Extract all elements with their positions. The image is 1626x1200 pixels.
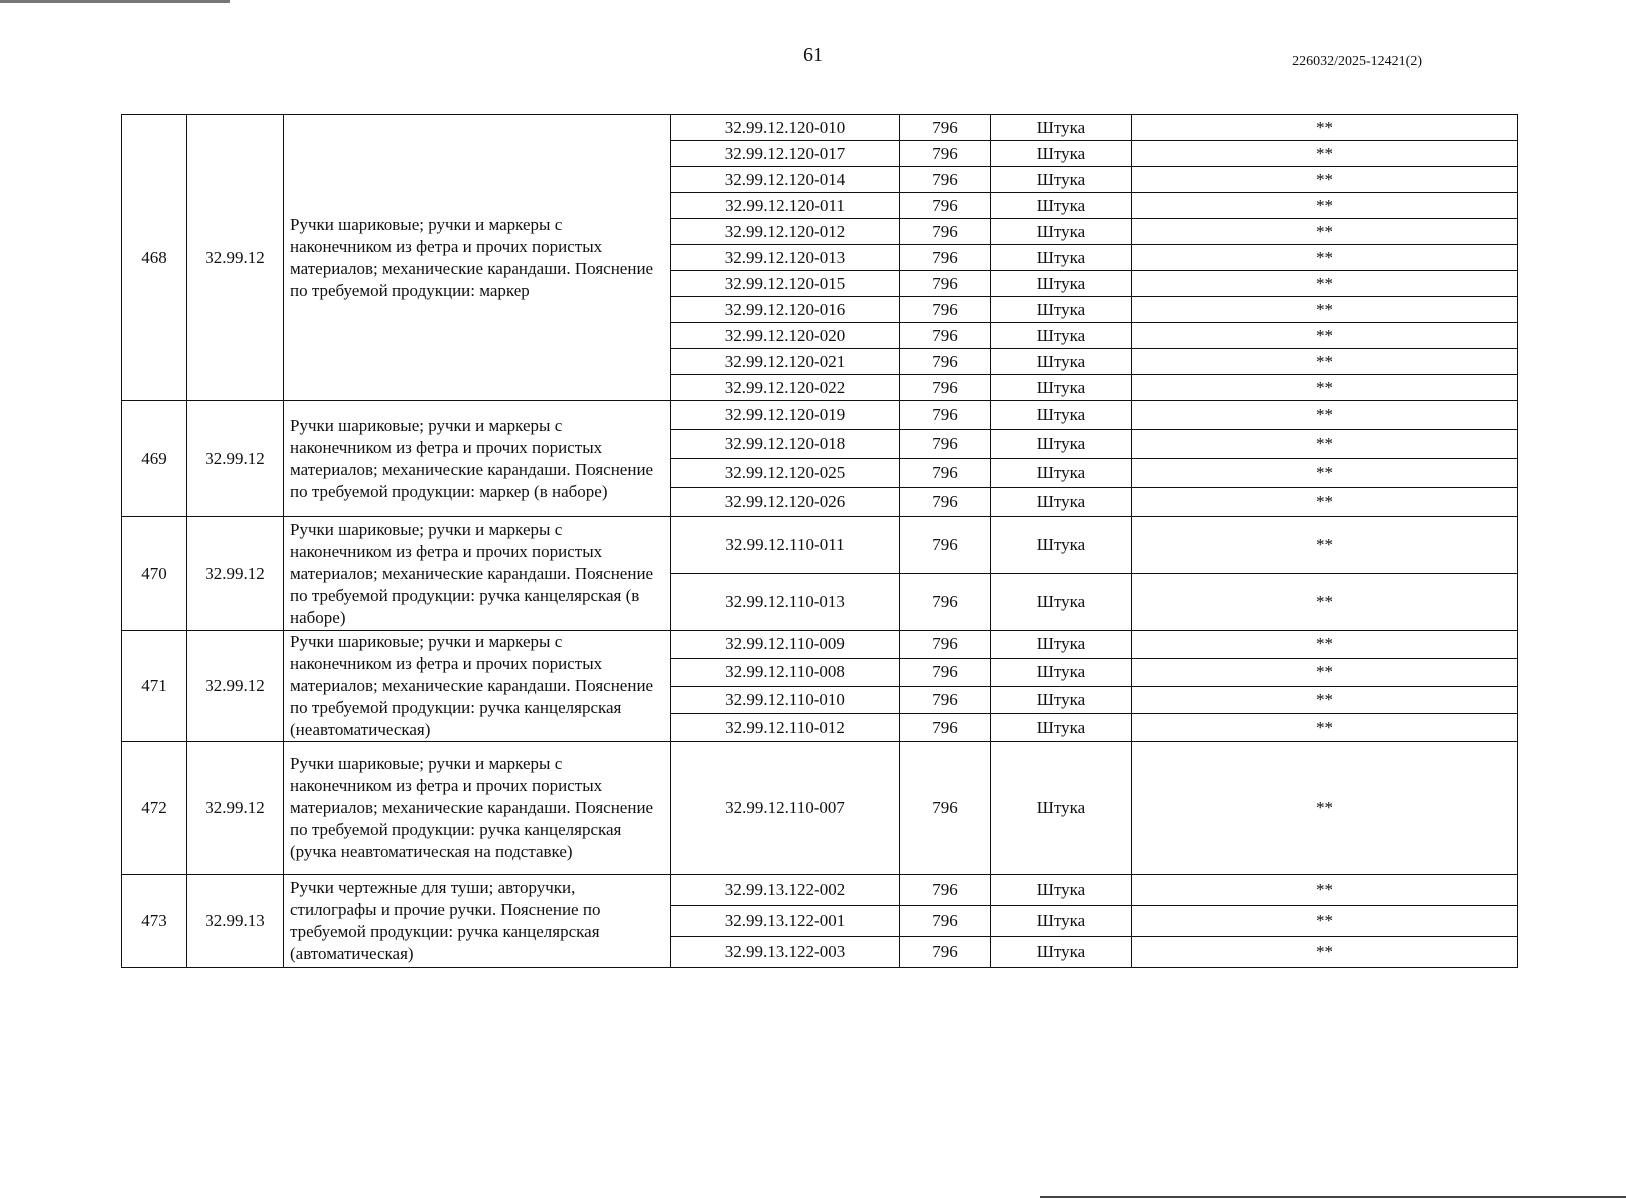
- value-cell: **: [1132, 906, 1518, 937]
- unit-name: Штука: [991, 297, 1132, 323]
- table-row: [122, 115, 1518, 141]
- okei-code: 796: [900, 349, 991, 375]
- okpd-code: 32.99.12: [187, 631, 284, 742]
- okei-code: 796: [900, 742, 991, 875]
- value-cell: **: [1132, 115, 1518, 141]
- ktru-code: 32.99.12.120-020: [671, 323, 900, 349]
- okei-code: 796: [900, 297, 991, 323]
- okei-code: 796: [900, 245, 991, 271]
- ktru-code: 32.99.12.120-016: [671, 297, 900, 323]
- item-number: 472: [122, 742, 187, 875]
- products-table: [121, 114, 1518, 968]
- value-cell: **: [1132, 430, 1518, 459]
- table-row: [122, 517, 1518, 574]
- ktru-code: 32.99.12.110-012: [671, 714, 900, 742]
- okei-code: 796: [900, 488, 991, 517]
- value-cell: **: [1132, 323, 1518, 349]
- item-number: 470: [122, 517, 187, 631]
- table-row: [122, 742, 1518, 875]
- okpd-code: 32.99.12: [187, 742, 284, 875]
- item-description: Ручки шариковые; ручки и маркеры с наконечником из фетра и прочих пористых материалов; механические карандаши. Пояснение по требуемой продукции: ручка канцелярская (в наборе): [284, 517, 671, 631]
- okei-code: 796: [900, 459, 991, 488]
- ktru-code: 32.99.12.120-021: [671, 349, 900, 375]
- unit-name: Штука: [991, 141, 1132, 167]
- item-description: Ручки шариковые; ручки и маркеры с наконечником из фетра и прочих пористых материалов; механические карандаши. Пояснение по требуемой продукции: ручка канцелярская (неавтоматическая): [284, 631, 671, 742]
- ktru-code: 32.99.12.120-017: [671, 141, 900, 167]
- okei-code: 796: [900, 141, 991, 167]
- okpd-code: 32.99.13: [187, 875, 284, 968]
- value-cell: **: [1132, 271, 1518, 297]
- unit-name: Штука: [991, 875, 1132, 906]
- ktru-code: 32.99.13.122-002: [671, 875, 900, 906]
- value-cell: **: [1132, 401, 1518, 430]
- unit-name: Штука: [991, 488, 1132, 517]
- okei-code: 796: [900, 271, 991, 297]
- unit-name: Штука: [991, 906, 1132, 937]
- ktru-code: 32.99.12.120-026: [671, 488, 900, 517]
- item-description: Ручки шариковые; ручки и маркеры с наконечником из фетра и прочих пористых материалов; механические карандаши. Пояснение по требуемой продукции: маркер (в наборе): [284, 401, 671, 517]
- value-cell: **: [1132, 937, 1518, 968]
- okei-code: 796: [900, 219, 991, 245]
- unit-name: Штука: [991, 193, 1132, 219]
- ktru-code: 32.99.12.120-014: [671, 167, 900, 193]
- okpd-code: 32.99.12: [187, 401, 284, 517]
- ktru-code: 32.99.12.120-010: [671, 115, 900, 141]
- okei-code: 796: [900, 714, 991, 742]
- okei-code: 796: [900, 937, 991, 968]
- unit-name: Штука: [991, 323, 1132, 349]
- value-cell: **: [1132, 631, 1518, 659]
- products-table-body: [122, 115, 1518, 968]
- unit-name: Штука: [991, 937, 1132, 968]
- ktru-code: 32.99.12.110-007: [671, 742, 900, 875]
- unit-name: Штука: [991, 742, 1132, 875]
- ktru-code: 32.99.12.120-022: [671, 375, 900, 401]
- okei-code: 796: [900, 401, 991, 430]
- item-number: 468: [122, 115, 187, 401]
- table-row: [122, 401, 1518, 430]
- okei-code: 796: [900, 430, 991, 459]
- value-cell: **: [1132, 742, 1518, 875]
- value-cell: **: [1132, 141, 1518, 167]
- unit-name: Штука: [991, 686, 1132, 714]
- unit-name: Штука: [991, 349, 1132, 375]
- okei-code: 796: [900, 193, 991, 219]
- unit-name: Штука: [991, 115, 1132, 141]
- value-cell: **: [1132, 375, 1518, 401]
- okei-code: 796: [900, 574, 991, 631]
- okei-code: 796: [900, 323, 991, 349]
- unit-name: Штука: [991, 219, 1132, 245]
- ktru-code: 32.99.12.120-018: [671, 430, 900, 459]
- unit-name: Штука: [991, 517, 1132, 574]
- unit-name: Штука: [991, 574, 1132, 631]
- value-cell: **: [1132, 875, 1518, 906]
- value-cell: **: [1132, 658, 1518, 686]
- scan-artifact-bottom: [1040, 1196, 1626, 1198]
- item-description: Ручки шариковые; ручки и маркеры с наконечником из фетра и прочих пористых материалов; механические карандаши. Пояснение по требуемой продукции: маркер: [284, 115, 671, 401]
- value-cell: **: [1132, 245, 1518, 271]
- okei-code: 796: [900, 658, 991, 686]
- okpd-code: 32.99.12: [187, 115, 284, 401]
- page-number: 61: [803, 44, 823, 66]
- ktru-code: 32.99.13.122-003: [671, 937, 900, 968]
- unit-name: Штука: [991, 631, 1132, 659]
- okei-code: 796: [900, 517, 991, 574]
- table-row: [122, 875, 1518, 906]
- okei-code: 796: [900, 686, 991, 714]
- value-cell: **: [1132, 219, 1518, 245]
- unit-name: Штука: [991, 245, 1132, 271]
- ktru-code: 32.99.12.110-008: [671, 658, 900, 686]
- unit-name: Штука: [991, 430, 1132, 459]
- ktru-code: 32.99.12.110-011: [671, 517, 900, 574]
- okei-code: 796: [900, 875, 991, 906]
- unit-name: Штука: [991, 658, 1132, 686]
- okei-code: 796: [900, 167, 991, 193]
- unit-name: Штука: [991, 271, 1132, 297]
- value-cell: **: [1132, 193, 1518, 219]
- okpd-code: 32.99.12: [187, 517, 284, 631]
- value-cell: **: [1132, 517, 1518, 574]
- unit-name: Штука: [991, 167, 1132, 193]
- ktru-code: 32.99.12.120-025: [671, 459, 900, 488]
- item-description: Ручки чертежные для туши; авторучки, стилографы и прочие ручки. Пояснение по требуемой продукции: ручка канцелярская (автоматическая): [284, 875, 671, 968]
- unit-name: Штука: [991, 401, 1132, 430]
- ktru-code: 32.99.12.120-011: [671, 193, 900, 219]
- item-description: Ручки шариковые; ручки и маркеры с наконечником из фетра и прочих пористых материалов; механические карандаши. Пояснение по требуемой продукции: ручка канцелярская (ручка неавтоматическая на подставке): [284, 742, 671, 875]
- okei-code: 796: [900, 375, 991, 401]
- value-cell: **: [1132, 574, 1518, 631]
- value-cell: **: [1132, 488, 1518, 517]
- unit-name: Штука: [991, 459, 1132, 488]
- item-number: 473: [122, 875, 187, 968]
- document-number: 226032/2025-12421(2): [1292, 54, 1422, 69]
- ktru-code: 32.99.12.110-010: [671, 686, 900, 714]
- value-cell: **: [1132, 714, 1518, 742]
- table-row: [122, 631, 1518, 659]
- ktru-code: 32.99.13.122-001: [671, 906, 900, 937]
- ktru-code: 32.99.12.120-013: [671, 245, 900, 271]
- item-number: 471: [122, 631, 187, 742]
- ktru-code: 32.99.12.110-009: [671, 631, 900, 659]
- ktru-code: 32.99.12.120-019: [671, 401, 900, 430]
- unit-name: Штука: [991, 375, 1132, 401]
- item-number: 469: [122, 401, 187, 517]
- scan-artifact-top: [0, 0, 230, 3]
- ktru-code: 32.99.12.120-015: [671, 271, 900, 297]
- ktru-code: 32.99.12.110-013: [671, 574, 900, 631]
- okei-code: 796: [900, 631, 991, 659]
- value-cell: **: [1132, 349, 1518, 375]
- unit-name: Штука: [991, 714, 1132, 742]
- okei-code: 796: [900, 906, 991, 937]
- value-cell: **: [1132, 459, 1518, 488]
- okei-code: 796: [900, 115, 991, 141]
- value-cell: **: [1132, 167, 1518, 193]
- value-cell: **: [1132, 297, 1518, 323]
- value-cell: **: [1132, 686, 1518, 714]
- ktru-code: 32.99.12.120-012: [671, 219, 900, 245]
